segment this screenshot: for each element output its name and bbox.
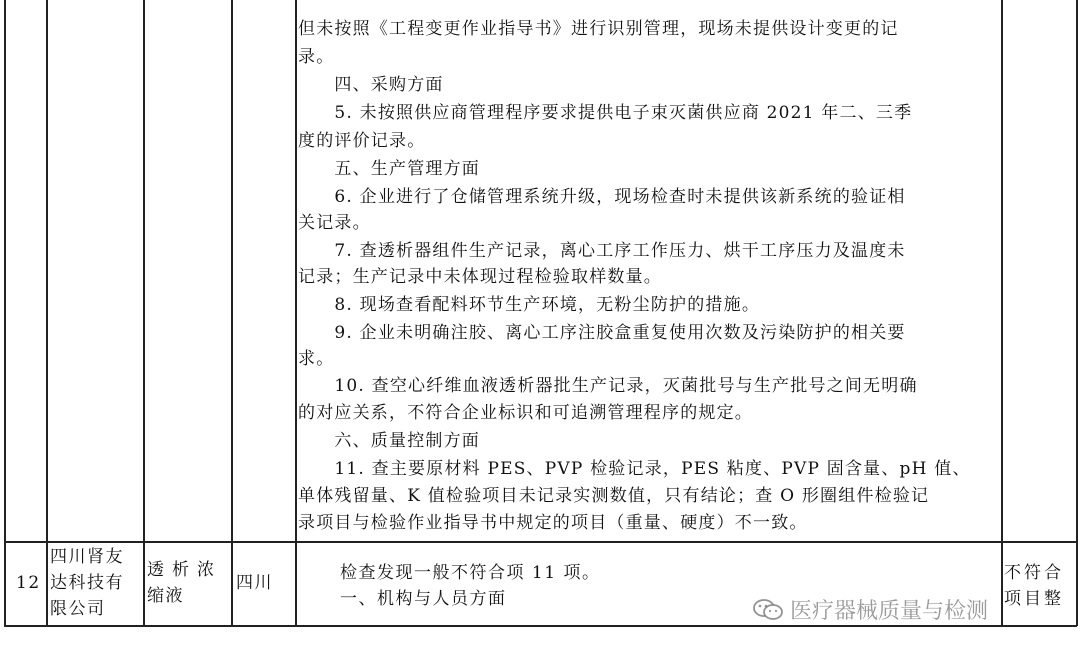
watermark-text: 医疗器械质量与检测 — [790, 599, 989, 624]
row-divider — [4, 541, 1077, 543]
column-divider — [295, 0, 297, 626]
finding-line: 5. 未按照供应商管理程序要求提供电子束灭菌供应商 2021 年二、三季 — [298, 103, 913, 123]
finding-line: 9. 企业未明确注胶、离心工序注胶盒重复使用次数及污染防护的相关要 — [298, 323, 906, 343]
wechat-icon — [752, 598, 784, 622]
product-name-line: 透析浓 — [147, 560, 222, 580]
finding-line: 11. 查主要原材料 PES、PVP 检验记录，PES 粘度、PVP 固含量、pH 值、 — [298, 459, 971, 479]
column-divider — [1001, 0, 1003, 626]
result-line: 不符合 — [1004, 563, 1064, 583]
finding-line: 7. 查透析器组件生产记录，离心工序工作压力、烘干工序压力及温度未 — [298, 241, 906, 261]
finding-line: 关记录。 — [298, 213, 371, 233]
column-divider — [46, 0, 48, 626]
section-heading: 一、机构与人员方面 — [340, 589, 507, 609]
row-index: 12 — [16, 573, 41, 593]
column-divider — [143, 0, 145, 626]
table-border-left — [4, 0, 6, 626]
section-heading: 六、质量控制方面 — [298, 431, 480, 451]
finding-line: 但未按照《工程变更作业指导书》进行识别管理，现场未提供设计变更的记 — [298, 19, 899, 39]
table-border-bottom — [4, 625, 1077, 627]
company-name-line: 四川肾友 — [50, 547, 124, 567]
finding-line: 的对应关系，不符合企业标识和可追溯管理程序的规定。 — [298, 403, 753, 423]
finding-line: 录。 — [298, 47, 335, 67]
finding-line: 6. 企业进行了仓储管理系统升级，现场检查时未提供该新系统的验证相 — [298, 187, 906, 207]
finding-line: 10. 查空心纤维血液透析器批生产记录，灭菌批号与生产批号之间无明确 — [298, 376, 918, 396]
findings-summary: 检查发现一般不符合项 11 项。 — [340, 563, 601, 583]
table-border-right — [1076, 0, 1078, 626]
finding-line: 度的评价记录。 — [298, 131, 426, 151]
section-heading: 五、生产管理方面 — [298, 159, 480, 179]
finding-line: 记录；生产记录中未体现过程检验取样数量。 — [298, 267, 662, 287]
product-name-line: 缩液 — [147, 586, 184, 606]
column-divider — [231, 0, 233, 626]
result-line: 项目整 — [1004, 589, 1064, 609]
finding-line: 录项目与检验作业指导书中规定的项目（重量、硬度）不一致。 — [298, 513, 808, 533]
company-name-line: 达科技有 — [50, 573, 124, 593]
region: 四川 — [236, 573, 273, 593]
finding-line: 求。 — [298, 349, 335, 369]
watermark — [752, 594, 988, 625]
company-name-line: 限公司 — [50, 599, 106, 619]
section-heading: 四、采购方面 — [298, 75, 444, 95]
finding-line: 单体残留量、K 值检验项目未记录实测数值，只有结论；查 O 形圈组件检验记 — [298, 486, 930, 506]
finding-line: 8. 现场查看配料环节生产环境，无粉尘防护的措施。 — [298, 295, 761, 315]
